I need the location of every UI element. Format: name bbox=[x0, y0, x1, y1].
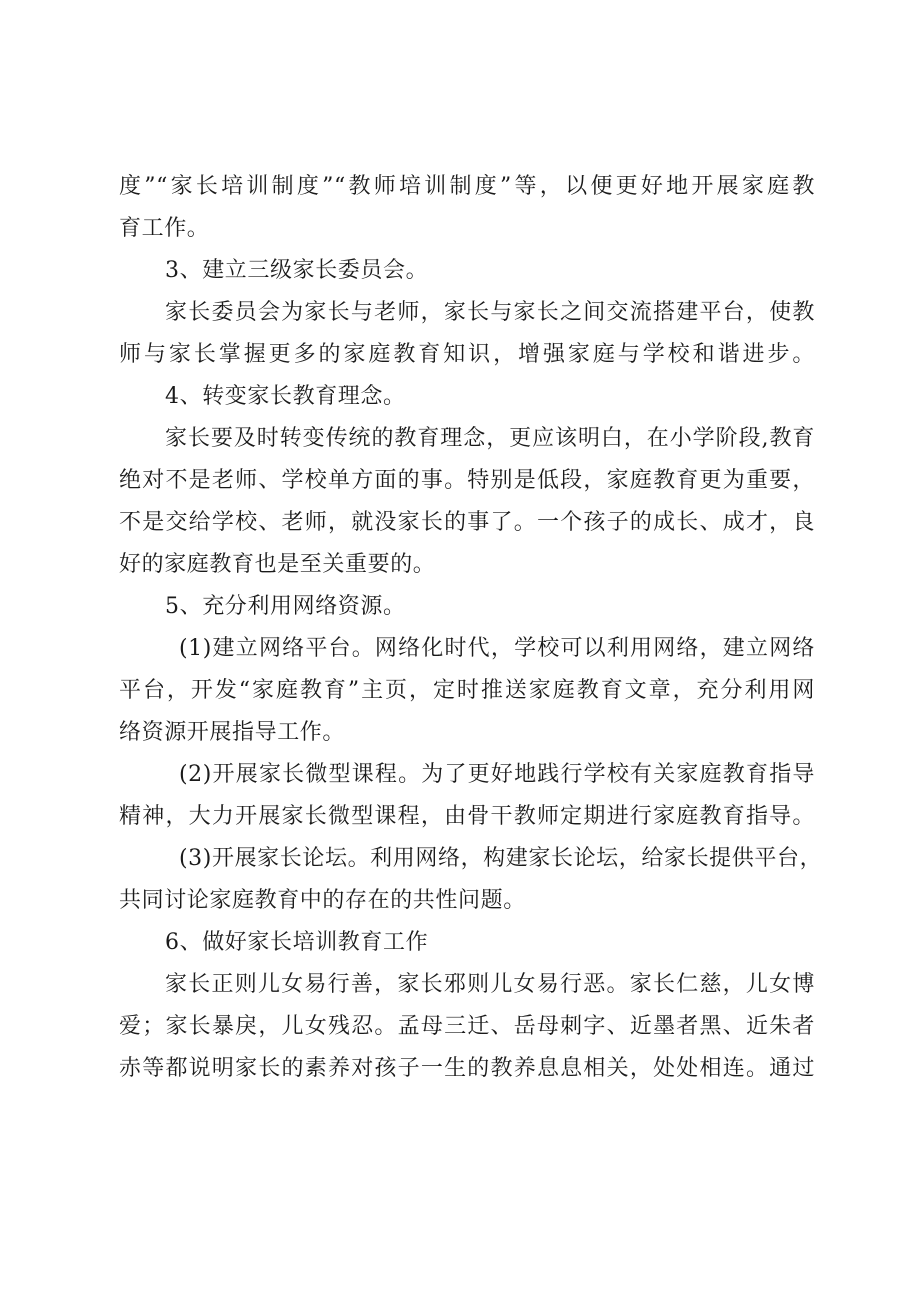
text-line: (3)开展家长论坛。利用网络，构建家长论坛，给家长提供平台， bbox=[179, 846, 823, 871]
paragraph-3 bbox=[119, 292, 815, 376]
text-line: 平台，开发“家庭教育”主页，定时推送家庭教育文章，充分利用网 bbox=[119, 678, 815, 703]
text-line: 家长委员会为家长与老师，家长与家长之间交流搭建平台，使教 bbox=[165, 300, 815, 325]
text-line: (2)开展家长微型课程。为了更好地践行学校有关家庭教育指导 bbox=[179, 762, 815, 787]
text-line: (1)建立网络平台。网络化时代，学校可以利用网络，建立网络 bbox=[179, 636, 815, 661]
paragraph-intro-continuation bbox=[119, 166, 815, 250]
text-line: 育工作。 bbox=[119, 216, 210, 241]
text-line: 不是交给学校、老师，就没家长的事了。一个孩子的成长、成才，良 bbox=[119, 510, 815, 535]
text-line: 度”“家长培训制度”“教师培训制度”等，以便更好地开展家庭教 bbox=[119, 174, 815, 199]
document-body bbox=[119, 166, 823, 1090]
text-line: 精神，大力开展家长微型课程，由骨干教师定期进行家庭教育指导。 bbox=[119, 804, 815, 829]
text-line: 家长要及时转变传统的教育理念，更应该明白，在小学阶段,教育 bbox=[165, 426, 815, 451]
paragraph-5-1 bbox=[119, 628, 815, 754]
paragraph-4 bbox=[119, 418, 815, 586]
text-line: 家长正则儿女易行善，家长邪则儿女易行恶。家长仁慈，儿女博 bbox=[165, 972, 815, 997]
heading-line: 3、建立三级家长委员会。 bbox=[165, 258, 429, 283]
heading-line: 6、做好家长培训教育工作 bbox=[165, 930, 429, 955]
text-line: 赤等都说明家长的素养对孩子一生的教养息息相关，处处相连。通过 bbox=[119, 1056, 815, 1081]
text-line: 好的家庭教育也是至关重要的。 bbox=[119, 552, 436, 577]
section-heading-6 bbox=[119, 922, 815, 964]
paragraph-5-2 bbox=[119, 754, 815, 838]
text-line: 绝对不是老师、学校单方面的事。特别是低段，家庭教育更为重要， bbox=[119, 468, 815, 493]
section-heading-4 bbox=[119, 376, 815, 418]
text-line: 络资源开展指导工作。 bbox=[119, 720, 346, 745]
section-heading-3 bbox=[119, 250, 815, 292]
text-line: 爱；家长暴戾，儿女残忍。孟母三迁、岳母刺字、近墨者黑、近朱者 bbox=[119, 1014, 815, 1039]
paragraph-6 bbox=[119, 964, 815, 1090]
heading-line: 5、充分利用网络资源。 bbox=[165, 594, 406, 619]
heading-line: 4、转变家长教育理念。 bbox=[165, 384, 406, 409]
paragraph-5-3 bbox=[119, 838, 823, 922]
section-heading-5 bbox=[119, 586, 815, 628]
text-line: 师与家长掌握更多的家庭教育知识，增强家庭与学校和谐进步。 bbox=[119, 342, 815, 367]
text-line: 共同讨论家庭教育中的存在的共性问题。 bbox=[119, 888, 526, 913]
